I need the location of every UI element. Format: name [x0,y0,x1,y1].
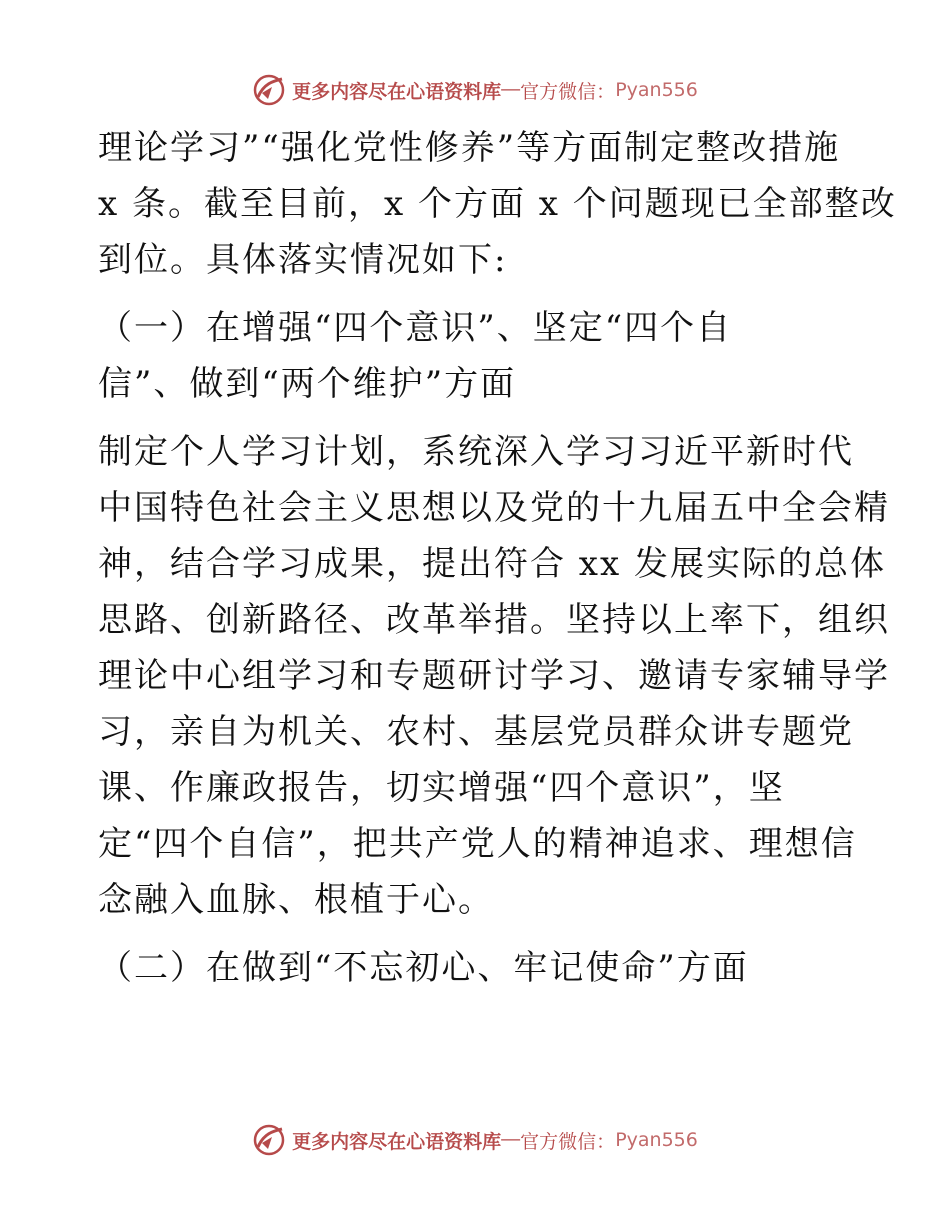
heading-line: （二）在做到“不忘初心、牢记使命”方面 [98,948,749,988]
text-line: 思路、创新路径、改革举措。坚持以上率下，组织 [98,600,890,640]
watermark-wechat-label: 官方微信： [520,81,616,103]
watermark-wechat-label: 官方微信： [520,1131,616,1153]
text-line: 神，结合学习成果，提出符合 xx 发展实际的总体 [98,544,886,584]
document-body [98,120,897,996]
text-line: 习，亲自为机关、农村、基层党员群众讲专题党 [98,712,854,752]
heading-line: （一）在增强“四个意识”、坚定“四个自 [98,308,733,348]
text-line: 到位。具体落实情况如下: [98,240,508,280]
text-line: 定“四个自信”，把共产党人的精神追求、理想信 [98,824,857,864]
watermark-main-text: 更多内容尽在心语资料库 [292,81,502,103]
text-line: 课、作廉政报告，切实增强“四个意识”，坚 [98,768,785,808]
text-line: 中国特色社会主义思想以及党的十九届五中全会精 [98,488,890,528]
logo-icon [252,73,286,107]
text-line: 制定个人学习计划，系统深入学习习近平新时代 [98,432,854,472]
paragraph-section-1-body [98,424,890,928]
watermark-dash: — [501,1129,521,1150]
footer-watermark [0,1120,950,1160]
text-line: x 条。截至目前，x 个方面 x 个问题现已全部整改 [98,184,897,224]
heading-section-1 [98,300,858,412]
watermark-main-text: 更多内容尽在心语资料库 [292,1131,502,1153]
watermark-dash: — [501,79,521,100]
heading-line: 信”、做到“两个维护”方面 [98,364,517,404]
watermark-wechat-id: Pyan556 [615,79,698,101]
logo-icon [252,1123,286,1157]
text-line: 理论学习”“强化党性修养”等方面制定整改措施 [98,128,841,168]
header-watermark [0,70,950,110]
paragraph-intro [98,120,897,288]
heading-section-2 [98,940,858,996]
text-line: 念融入血脉、根植于心。 [98,880,494,920]
watermark-wechat-id: Pyan556 [615,1129,698,1151]
text-line: 理论中心组学习和专题研讨学习、邀请专家辅导学 [98,656,890,696]
